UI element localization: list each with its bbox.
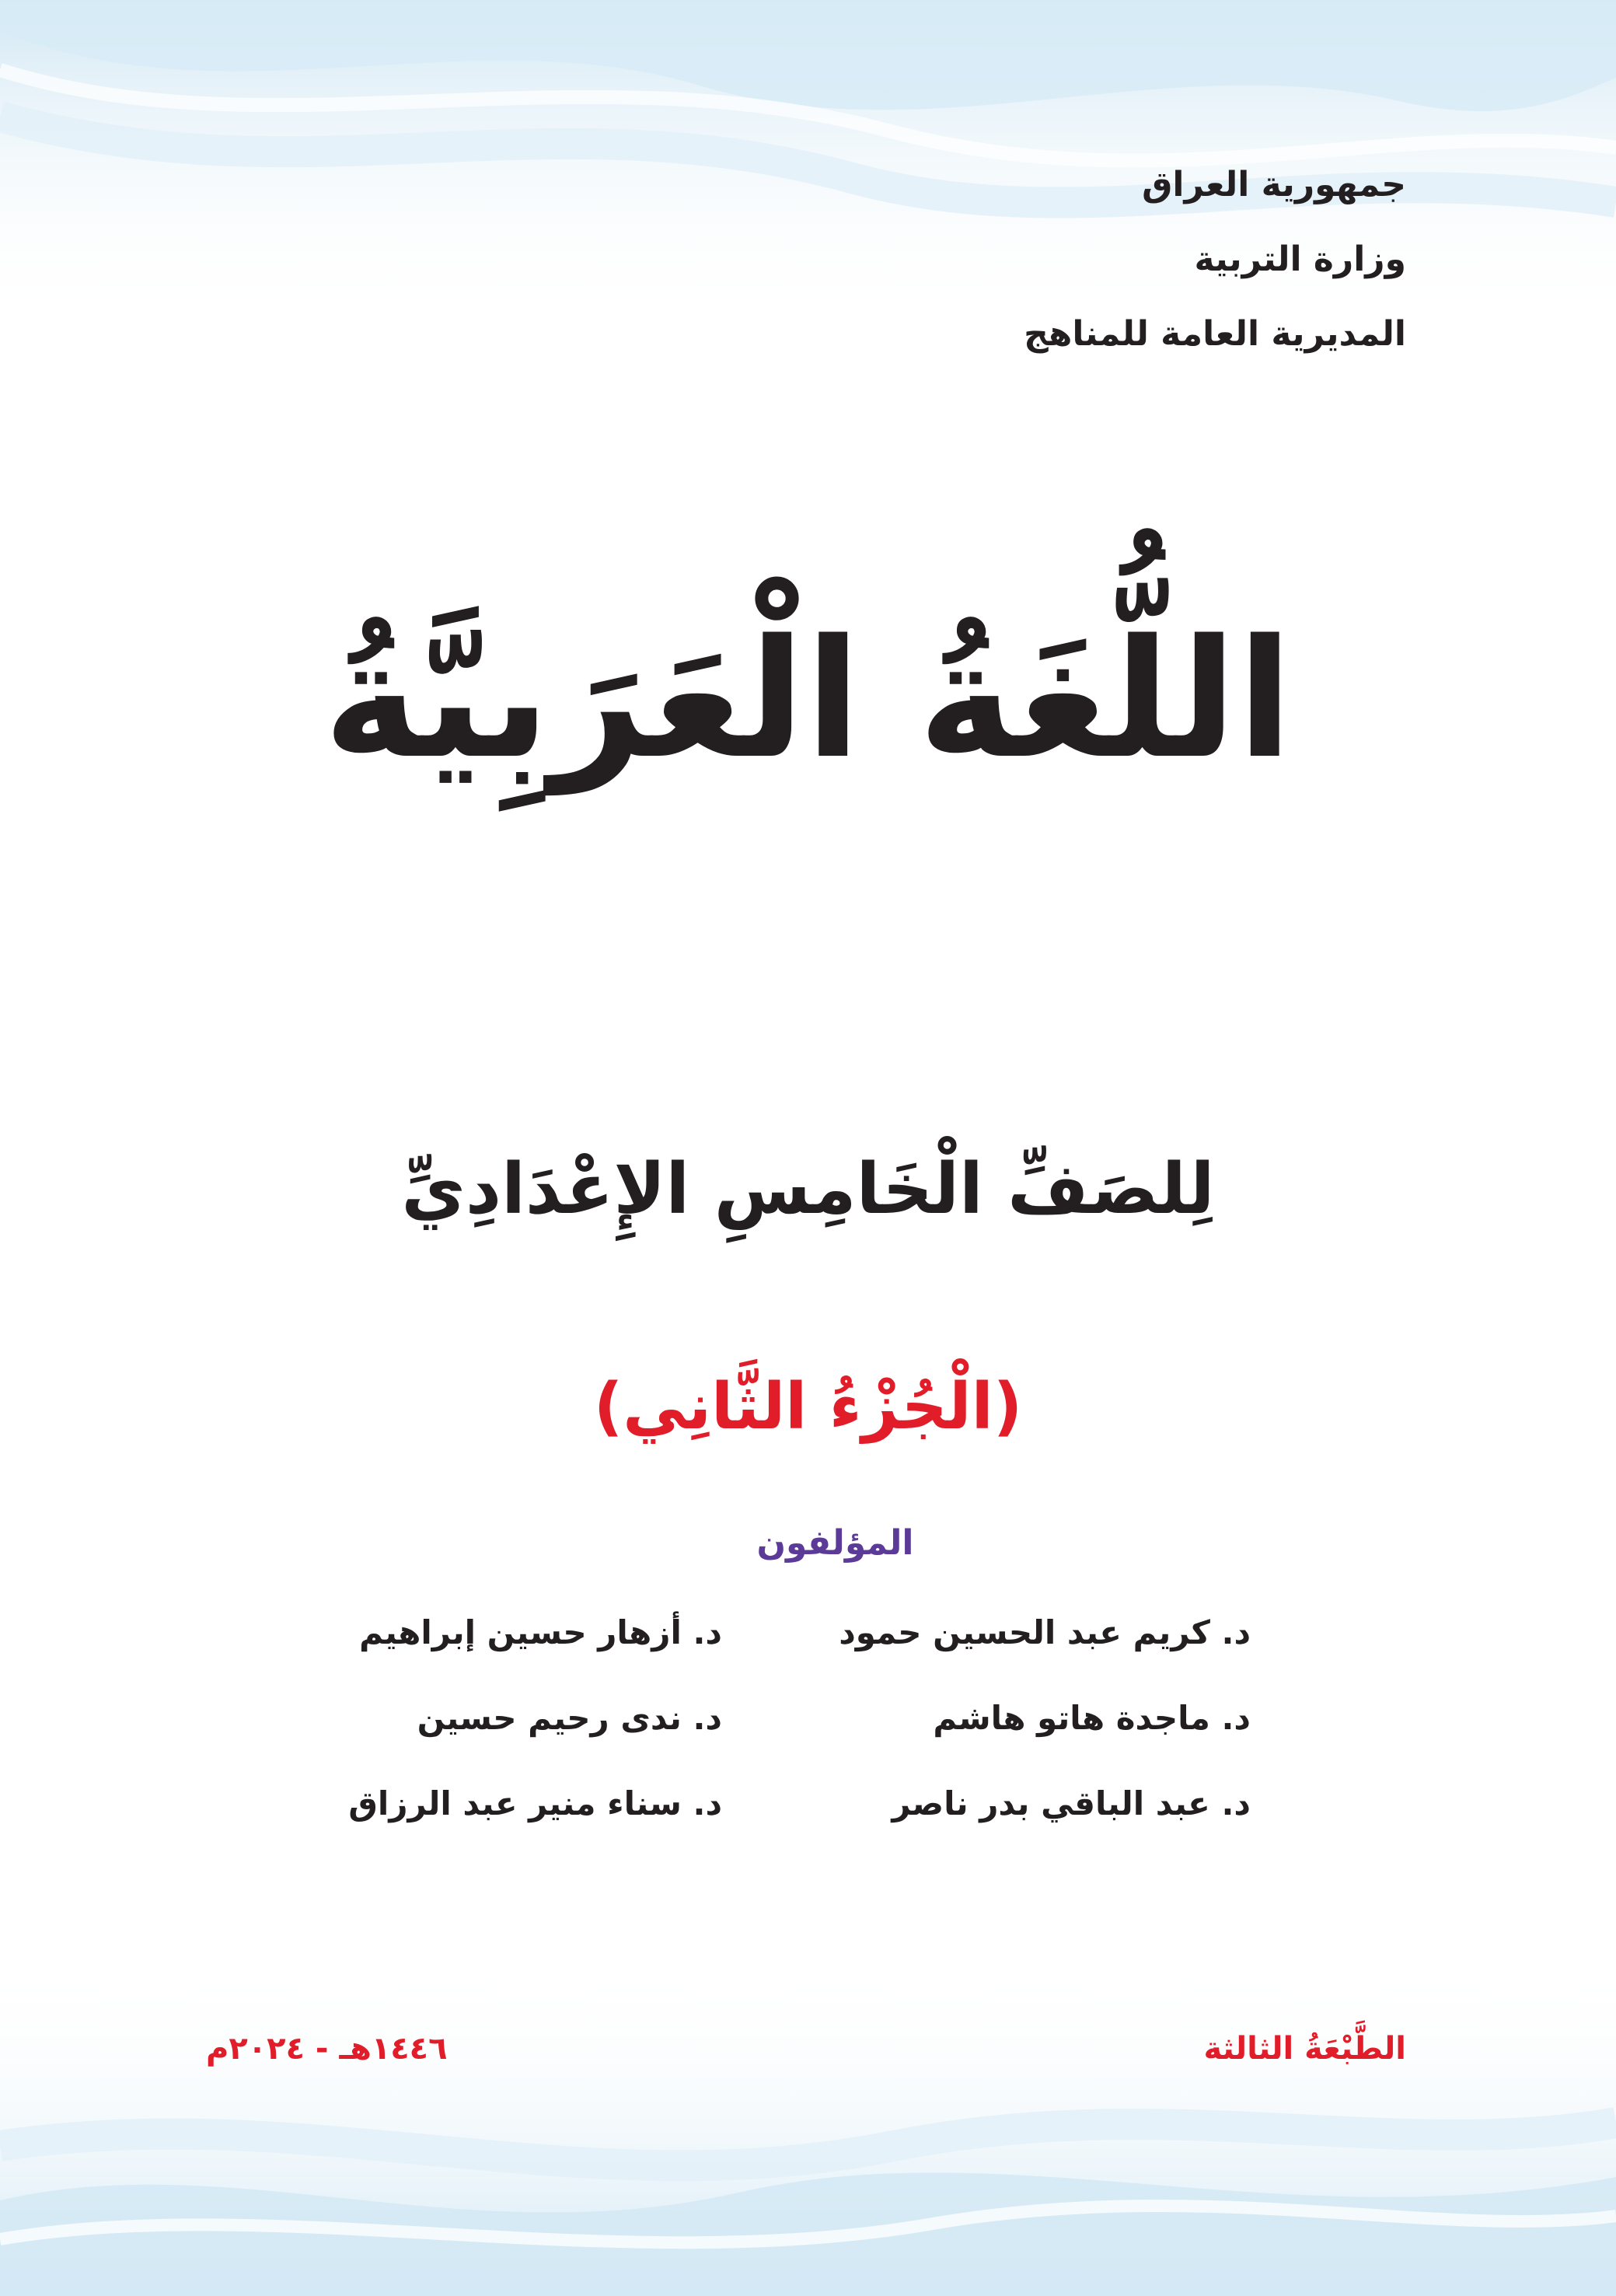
author-name: د. ماجدة هاتو هاشم [933, 1699, 1251, 1737]
author-name: د. عبد الباقي بدر ناصر [892, 1784, 1251, 1822]
publication-year: ١٤٤٦هـ - ٢٠٢٤م [206, 2031, 448, 2067]
directorate-name: المديرية العامة للمناهج [1024, 314, 1406, 354]
edition-label: الطَّبْعَةُ الثالثة [1203, 2031, 1406, 2067]
volume-part: (الْجُزْءُ الثَّانِي) [593, 1370, 1023, 1444]
authors-heading: المؤلفون [756, 1523, 914, 1563]
grade-subtitle: لِلصَفِّ الْخَامِسِ الإِعْدَادِيِّ [401, 1148, 1215, 1230]
issuer-header [940, 148, 1406, 372]
authors-right-column [707, 1590, 1251, 1847]
author-name: د. ندى رحيم حسين [417, 1699, 722, 1737]
country-name: جمهورية العراق [1142, 165, 1406, 204]
author-name: د. أزهار حسين إبراهيم [359, 1613, 722, 1651]
author-name: د. سناء منير عبد الرزاق [348, 1784, 722, 1822]
ministry-name: وزارة التربية [1194, 239, 1406, 279]
book-title: اللُّغَةُ الْعَرَبِيَّةُ [323, 604, 1293, 795]
author-name: د. كريم عبد الحسين حمود [839, 1613, 1251, 1651]
authors-left-column [178, 1590, 722, 1847]
